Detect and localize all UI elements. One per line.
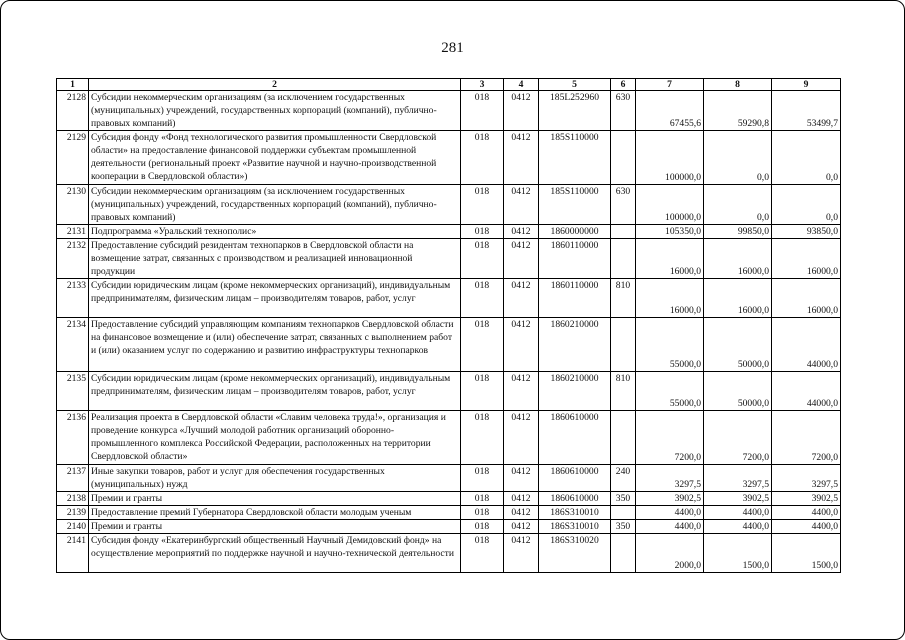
section-code-cell: 0412 [504,492,539,506]
amount-cell: 7200,0 [772,411,841,465]
amount-cell: 105350,0 [636,225,704,239]
table-row [57,506,841,520]
header-cell: 9 [772,79,841,91]
amount-cell: 1500,0 [772,534,841,573]
ministry-code-cell: 018 [461,239,504,279]
ministry-code-cell: 018 [461,465,504,492]
ministry-code-cell: 018 [461,131,504,185]
table-row [57,534,841,573]
row-number-cell: 2135 [57,372,89,411]
expense-type-cell: 240 [611,465,636,492]
description-cell: Субсидии юридическим лицам (кроме некоммерческих организаций), индивидуальным предпринимателям, физическим лицам – производителям товаров, работ, услуг [89,279,461,318]
description-cell: Субсидия фонду «Фонд технологического развития промышленности Свердловской области» на предоставление финансовой поддержки субъектам промышленной деятельности (региональный проект «Развитие научной и научно-производственной кооперации в Свердловской области») [89,131,461,185]
expense-type-cell [611,534,636,573]
amount-cell: 59290,8 [704,91,772,131]
header-cell: 5 [539,79,611,91]
target-code-cell: 1860210000 [539,318,611,372]
table-row [57,279,841,318]
amount-cell: 4400,0 [772,506,841,520]
expense-type-cell: 350 [611,520,636,534]
amount-cell: 44000,0 [772,318,841,372]
amount-cell: 0,0 [772,185,841,225]
amount-cell: 7200,0 [704,411,772,465]
ministry-code-cell: 018 [461,279,504,318]
target-code-cell: 1860000000 [539,225,611,239]
expense-type-cell: 350 [611,492,636,506]
expense-type-cell [611,411,636,465]
table-row [57,411,841,465]
header-row [57,79,841,91]
description-cell: Субсидии юридическим лицам (кроме некоммерческих организаций), индивидуальным предпринимателям, физическим лицам – производителям товаров, работ, услуг [89,372,461,411]
header-cell: 3 [461,79,504,91]
amount-cell: 16000,0 [704,279,772,318]
ministry-code-cell: 018 [461,225,504,239]
row-number-cell: 2132 [57,239,89,279]
amount-cell: 7200,0 [636,411,704,465]
expense-type-cell [611,506,636,520]
row-number-cell: 2131 [57,225,89,239]
section-code-cell: 0412 [504,131,539,185]
amount-cell: 0,0 [704,185,772,225]
amount-cell: 44000,0 [772,372,841,411]
description-cell: Субсидии некоммерческим организациям (за исключением государственных (муниципальных) учреждений, государственных корпораций (компаний), публично-правовых компаний) [89,91,461,131]
description-cell: Предоставление субсидий управляющим компаниям технопарков Свердловской области на финансовое возмещение и (или) обеспечение затрат, связанных с выполнением работ и (или) оказанием услуг по содержанию и развитию инфраструктуры технопарков [89,318,461,372]
table-row [57,185,841,225]
ministry-code-cell: 018 [461,185,504,225]
description-cell: Предоставление премий Губернатора Свердловской области молодым ученым [89,506,461,520]
amount-cell: 3297,5 [636,465,704,492]
description-cell: Субсидия фонду «Екатеринбургский общественный Научный Демидовский фонд» на осуществление мероприятий по поддержке научной и научно-технической деятельности [89,534,461,573]
amount-cell: 1500,0 [704,534,772,573]
budget-table [56,78,841,573]
section-code-cell: 0412 [504,465,539,492]
row-number-cell: 2137 [57,465,89,492]
target-code-cell: 1860110000 [539,239,611,279]
amount-cell: 67455,6 [636,91,704,131]
target-code-cell: 185S110000 [539,131,611,185]
amount-cell: 4400,0 [772,520,841,534]
expense-type-cell: 810 [611,372,636,411]
expense-type-cell: 630 [611,91,636,131]
table-row [57,131,841,185]
ministry-code-cell: 018 [461,520,504,534]
description-cell: Реализация проекта в Свердловской области «Славим человека труда!», организация и проведение конкурса «Лучший молодой работник организаций оборонно-промышленного комплекса Российской Федерации, расположенных на территории Свердловской области» [89,411,461,465]
section-code-cell: 0412 [504,225,539,239]
table-row [57,520,841,534]
section-code-cell: 0412 [504,239,539,279]
amount-cell: 4400,0 [636,520,704,534]
description-cell: Иные закупки товаров, работ и услуг для обеспечения государственных (муниципальных) нужд [89,465,461,492]
header-cell: 6 [611,79,636,91]
header-cell: 8 [704,79,772,91]
target-code-cell: 186S310010 [539,506,611,520]
table-row [57,239,841,279]
amount-cell: 16000,0 [772,279,841,318]
amount-cell: 4400,0 [704,506,772,520]
ministry-code-cell: 018 [461,492,504,506]
section-code-cell: 0412 [504,506,539,520]
table-row [57,492,841,506]
row-number-cell: 2129 [57,131,89,185]
target-code-cell: 186S310010 [539,520,611,534]
amount-cell: 55000,0 [636,318,704,372]
section-code-cell: 0412 [504,372,539,411]
header-cell: 7 [636,79,704,91]
header-cell: 4 [504,79,539,91]
section-code-cell: 0412 [504,520,539,534]
amount-cell: 3902,5 [772,492,841,506]
description-cell: Субсидии некоммерческим организациям (за исключением государственных (муниципальных) учреждений, государственных корпораций (компаний), публично-правовых компаний) [89,185,461,225]
row-number-cell: 2136 [57,411,89,465]
amount-cell: 100000,0 [636,185,704,225]
amount-cell: 3902,5 [704,492,772,506]
row-number-cell: 2130 [57,185,89,225]
target-code-cell: 1860110000 [539,279,611,318]
section-code-cell: 0412 [504,279,539,318]
header-cell: 2 [89,79,461,91]
section-code-cell: 0412 [504,534,539,573]
row-number-cell: 2134 [57,318,89,372]
amount-cell: 4400,0 [636,506,704,520]
amount-cell: 16000,0 [636,239,704,279]
description-cell: Премии и гранты [89,520,461,534]
amount-cell: 16000,0 [704,239,772,279]
target-code-cell: 186S310020 [539,534,611,573]
target-code-cell: 185S110000 [539,185,611,225]
table-row [57,91,841,131]
amount-cell: 2000,0 [636,534,704,573]
ministry-code-cell: 018 [461,506,504,520]
page-number: 281 [441,40,464,56]
table-row [57,372,841,411]
ministry-code-cell: 018 [461,318,504,372]
row-number-cell: 2141 [57,534,89,573]
target-code-cell: 1860610000 [539,411,611,465]
row-number-cell: 2139 [57,506,89,520]
description-cell: Предоставление субсидий резидентам технопарков в Свердловской области на возмещение затрат, связанных с производством и реализацией инновационной продукции [89,239,461,279]
amount-cell: 50000,0 [704,318,772,372]
row-number-cell: 2133 [57,279,89,318]
target-code-cell: 1860610000 [539,465,611,492]
section-code-cell: 0412 [504,411,539,465]
row-number-cell: 2140 [57,520,89,534]
table-row [57,318,841,372]
amount-cell: 3297,5 [704,465,772,492]
section-code-cell: 0412 [504,91,539,131]
expense-type-cell [611,239,636,279]
description-cell: Подпрограмма «Уральский технополис» [89,225,461,239]
row-number-cell: 2138 [57,492,89,506]
expense-type-cell: 630 [611,185,636,225]
amount-cell: 50000,0 [704,372,772,411]
expense-type-cell [611,225,636,239]
amount-cell: 100000,0 [636,131,704,185]
expense-type-cell [611,318,636,372]
target-code-cell: 185L252960 [539,91,611,131]
amount-cell: 16000,0 [772,239,841,279]
ministry-code-cell: 018 [461,91,504,131]
amount-cell: 3297,5 [772,465,841,492]
target-code-cell: 1860610000 [539,492,611,506]
expense-type-cell: 810 [611,279,636,318]
amount-cell: 3902,5 [636,492,704,506]
amount-cell: 53499,7 [772,91,841,131]
ministry-code-cell: 018 [461,411,504,465]
amount-cell: 55000,0 [636,372,704,411]
amount-cell: 4400,0 [704,520,772,534]
table-row [57,225,841,239]
amount-cell: 93850,0 [772,225,841,239]
section-code-cell: 0412 [504,318,539,372]
target-code-cell: 1860210000 [539,372,611,411]
row-number-cell: 2128 [57,91,89,131]
header-cell: 1 [57,79,89,91]
table-row [57,465,841,492]
description-cell: Премии и гранты [89,492,461,506]
expense-type-cell [611,131,636,185]
ministry-code-cell: 018 [461,372,504,411]
ministry-code-cell: 018 [461,534,504,573]
amount-cell: 99850,0 [704,225,772,239]
amount-cell: 0,0 [772,131,841,185]
amount-cell: 0,0 [704,131,772,185]
section-code-cell: 0412 [504,185,539,225]
amount-cell: 16000,0 [636,279,704,318]
